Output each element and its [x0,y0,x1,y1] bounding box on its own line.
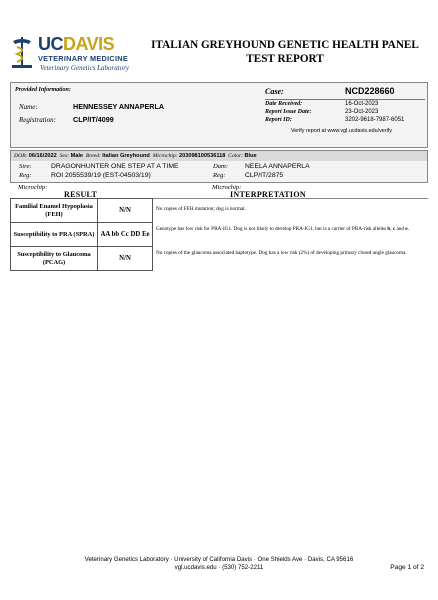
sire-reg: ROI 2055539/19 (EST-04503/19) [51,172,151,179]
ucdavis-logo [10,35,130,75]
color-label: Color: [228,153,244,159]
dam-name: NEELA ANNAPERLA [245,163,310,170]
sire-reg-label: Reg: [19,172,32,179]
report-issue-date: 23-Oct-2023 [345,109,379,115]
color: Blue [244,153,257,159]
table-row [11,223,153,247]
allele-e: e [405,226,408,232]
microchip: 203098100536118 [179,153,226,159]
sire-microchip-label: Microchip: [18,184,48,191]
dog-details-box [10,150,428,183]
caduceus-emblem-icon [10,35,34,69]
test-result: AA bb Cc DD Ee [98,223,153,247]
microchip-label: Microchip: [152,153,178,159]
spra-end: . [407,226,409,232]
interpretation-rule [152,198,428,199]
report-id-label: Report ID: [265,117,292,123]
interpretation-spra [156,226,426,233]
sire-label: Sire: [19,163,32,170]
dog-name: HENNESSEY ANNAPERLA [73,102,165,111]
footer [0,556,438,572]
dob: 06/16/2022 [28,153,57,159]
spra-sep2: and [395,226,406,232]
name-label: Name: [19,103,38,111]
provided-info-box [10,82,428,148]
verify-link[interactable]: Verify report at www.vgl.ucdavis.edu/verify [291,128,392,134]
dam-label: Dam: [213,163,229,170]
interpretation-pcag: No copies of the glaucoma associated haplotype. Dog has a low risk (2%) of developing primary closed angle glaucoma. [156,250,407,256]
sex: Male [70,153,84,159]
allele-c: c [392,226,396,232]
result-table [10,198,153,271]
logo-uc: UC [38,34,63,54]
case-label: Case: [265,87,284,96]
interpretation-feh: No copies of FEH mutation; dog is normal. [156,206,246,212]
footer-contact: vgl.ucdavis.edu · (530) 752-2211 [174,564,264,571]
result-heading: RESULT [64,190,98,199]
case-divider [265,99,425,100]
logo-vet-medicine: VETERINARY MEDICINE [38,54,129,63]
registration-label: Registration: [19,116,56,124]
table-row [11,199,153,223]
test-result: N/N [98,199,153,223]
breed: Italian Greyhound [102,153,150,159]
sex-label: Sex: [59,153,70,159]
spra-sep1: , [390,226,393,232]
spra-text: Genotype has low risk for PRA-IG1. Dog is not likely to develop PRA-IG1, but is a carrier of PRA-risk alleles [156,226,388,232]
allele-b: b [387,226,391,232]
title-line1: ITALIAN GREYHOUND GENETIC HEALTH PANEL [151,39,419,51]
table-row [11,247,153,271]
dob-label: DOB: [14,153,28,159]
logo-lab-name: Veterinary Genetics Laboratory [40,64,130,72]
title-line2: TEST REPORT [246,53,324,65]
report-issue-date-label: Report Issue Date: [265,109,312,115]
test-name: Familial Enamel Hypoplasia (FEH) [11,199,98,223]
test-name: Susceptibility to Glaucoma (PCAG) [11,247,98,271]
sire-name: DRAGONHUNTER ONE STEP AT A TIME [51,163,179,170]
date-received-label: Date Received: [265,101,303,107]
report-id: 3202-9618-7987-6051 [345,117,405,123]
page-number: Page 1 of 2 [390,564,424,571]
dog-summary-line [11,151,427,161]
breed-label: Breed: [85,153,101,159]
registration-number: CLP/IT/4099 [73,115,114,124]
dam-microchip-label: Microchip: [212,184,242,191]
case-number: NCD228660 [345,86,395,96]
test-name: Susceptibility to PRA (SPRA) [11,223,98,247]
provided-info-heading: Provided Information: [15,87,71,93]
dam-reg: CLP/IT/2875 [245,172,284,179]
footer-address: Veterinary Genetics Laboratory · University of California Davis · One Shields Ave · Davis, CA 95616 [84,556,354,563]
date-received: 16-Oct-2023 [345,101,379,107]
logo-davis: DAVIS [63,34,115,54]
dam-reg-label: Reg: [213,172,226,179]
interpretation-heading: INTERPRETATION [230,190,306,199]
test-result: N/N [98,247,153,271]
report-title [140,38,430,66]
